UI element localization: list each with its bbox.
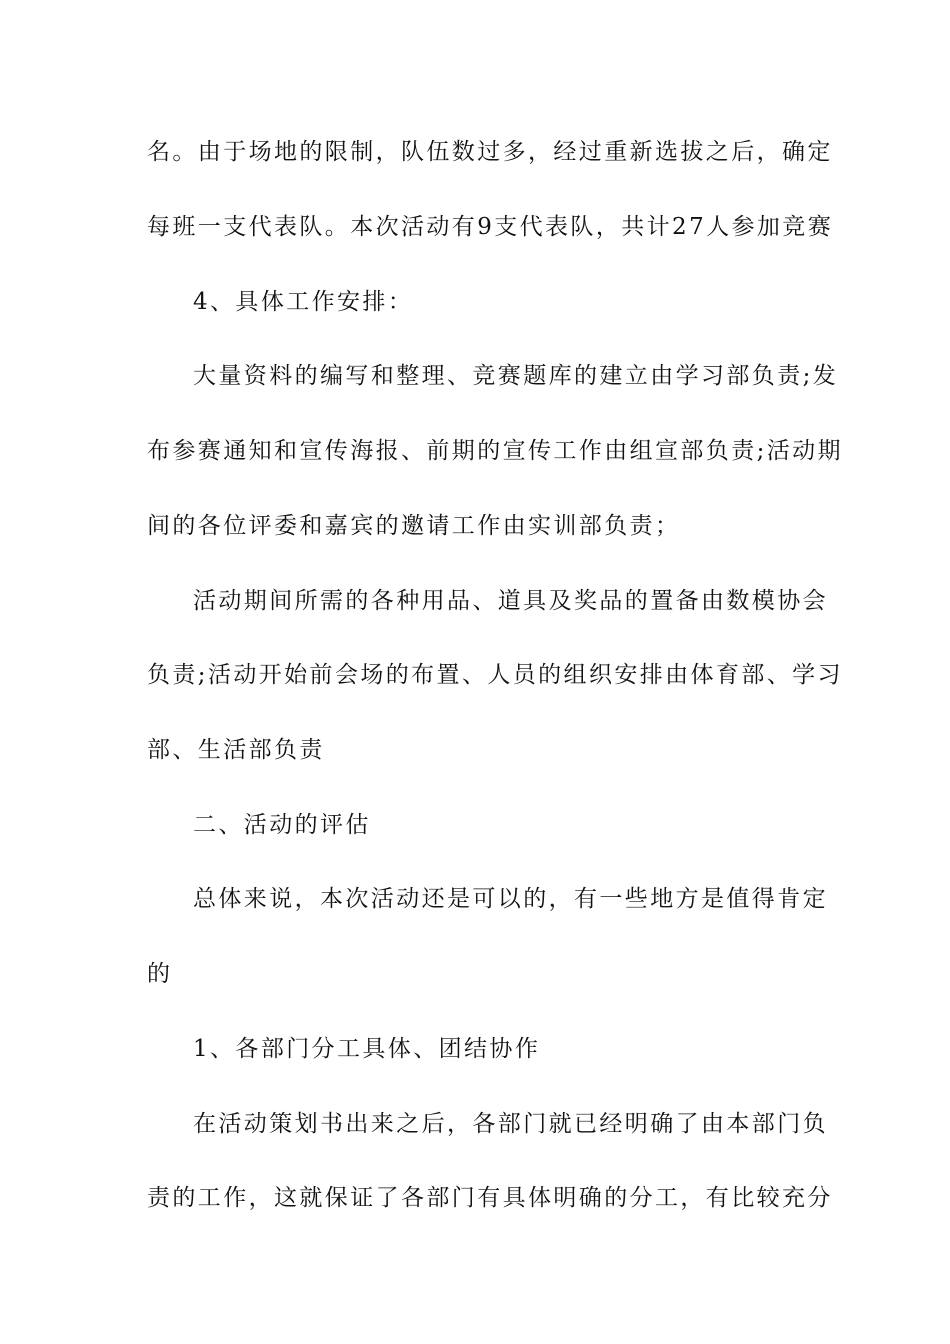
- text-line: 总体来说，本次活动还是可以的，有一些地方是值得肯定: [193, 886, 828, 912]
- text-line: 的: [147, 961, 173, 987]
- text-line: 布参赛通知和宣传海报、前期的宣传工作由组宣部负责;活动期: [147, 438, 843, 464]
- text-line: 部、生活部负责: [147, 737, 325, 763]
- text-line: 活动期间所需的各种用品、道具及奖品的置备由数模协会: [193, 588, 828, 614]
- text-line: 大量资料的编写和整理、竞赛题库的建立由学习部负责;发: [193, 363, 839, 389]
- text-line: 负责;活动开始前会场的布置、人员的组织安排由体育部、学习: [147, 662, 843, 688]
- text-line: 间的各位评委和嘉宾的邀请工作由实训部负责；: [147, 513, 681, 539]
- section-heading: 二、活动的评估: [193, 812, 371, 838]
- section-heading: 1、各部门分工具体、团结协作: [193, 1036, 541, 1062]
- text-line: 名。由于场地的限制，队伍数过多，经过重新选拔之后，确定: [147, 139, 833, 165]
- section-heading: 4、具体工作安排：: [193, 289, 414, 315]
- text-line: 在活动策划书出来之后，各部门就已经明确了由本部门负: [193, 1111, 828, 1137]
- text-line: 责的工作，这就保证了各部门有具体明确的分工，有比较充分: [147, 1185, 833, 1211]
- text-line: 每班一支代表队。本次活动有9支代表队，共计27人参加竞赛: [147, 214, 834, 240]
